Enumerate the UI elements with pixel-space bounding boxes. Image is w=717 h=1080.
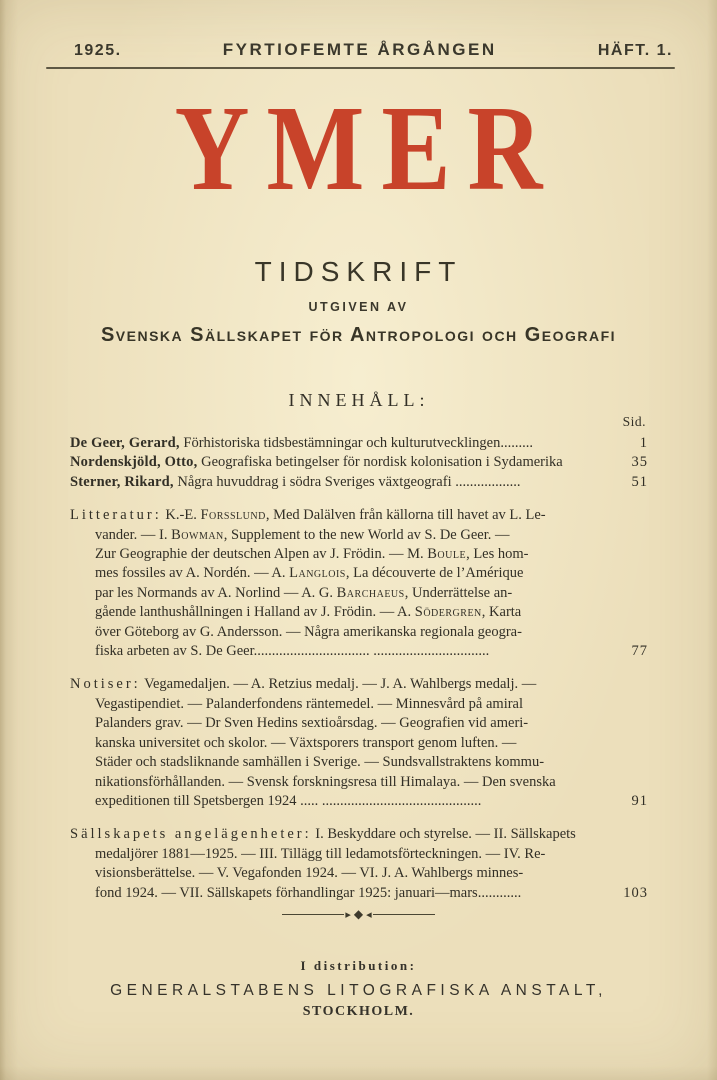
toc-line-text bbox=[70, 792, 602, 811]
toc-header bbox=[70, 390, 648, 434]
toc-line bbox=[70, 714, 648, 733]
toc-line-text bbox=[70, 545, 602, 564]
toc-line-text bbox=[70, 564, 602, 583]
toc-line bbox=[70, 792, 648, 811]
distribution-label: I distribution: bbox=[300, 958, 417, 973]
toc-line bbox=[70, 453, 648, 472]
toc-line bbox=[70, 623, 648, 642]
toc-line-text bbox=[70, 603, 602, 622]
toc-articles bbox=[70, 434, 648, 492]
masthead-year: 1925. bbox=[74, 42, 122, 59]
masthead-rule bbox=[46, 67, 675, 69]
toc-text: Förhistoriska tidsbestämningar och kulturutvecklingen......... bbox=[179, 435, 533, 451]
section-lead-word: Notiser: bbox=[70, 676, 141, 693]
toc-text: över Göteborg av G. Andersson. — Några amerikanska regionala geogra- bbox=[95, 623, 522, 640]
cited-author-name: Boule bbox=[427, 546, 467, 563]
toc-text: vander. — I. bbox=[95, 526, 172, 543]
toc-text: Geografiska betingelser för nordisk kolonisation i Sydamerika bbox=[197, 454, 563, 471]
toc-text: visionsberättelse. — V. Vegafonden 1924. — VI. J. A. Wahlbergs minnes- bbox=[95, 865, 524, 882]
toc-line-text bbox=[70, 753, 602, 772]
page-number: 77 bbox=[631, 643, 648, 660]
toc-text: expeditionen till Spetsbergen 1924 ..... ............................................ bbox=[95, 792, 482, 809]
journal-subtitle: TIDSKRIFT bbox=[254, 256, 463, 287]
toc-text: , Underrättelse an- bbox=[404, 584, 513, 601]
masthead-issue: HÄFT. 1. bbox=[597, 42, 673, 59]
toc-text: gående lanthushållningen i Halland av J. Frödin. — A. bbox=[95, 604, 415, 621]
page-column-label: Sid. bbox=[622, 414, 646, 429]
toc-line-text bbox=[70, 675, 602, 694]
author-name: Nordenskjöld, Otto, bbox=[70, 454, 198, 471]
toc-line-text bbox=[70, 695, 602, 714]
author-name: De Geer, Gerard, bbox=[70, 435, 180, 451]
toc-line bbox=[70, 603, 648, 622]
toc-text: mes fossiles av A. Nordén. — A. bbox=[95, 565, 290, 582]
printer-city: STOCKHOLM. bbox=[302, 1004, 415, 1019]
toc-text: , Les hom- bbox=[466, 546, 529, 563]
imprint bbox=[0, 958, 717, 1020]
toc-text: nikationsförhållanden. — Svensk forskningsresa till Himalaya. — Den svenska bbox=[95, 773, 556, 790]
toc-line-text bbox=[70, 864, 602, 883]
toc-line bbox=[70, 753, 648, 772]
toc-section-sallskapet bbox=[70, 825, 648, 903]
cited-author-name: Langlois bbox=[289, 565, 346, 582]
toc-text: , Supplement to the new World av S. De Geer. — bbox=[223, 526, 510, 543]
masthead-volume: FYRTIOFEMTE ÅRGÅNGEN bbox=[222, 40, 497, 59]
toc-text: medaljörer 1881—1925. — III. Tillägg till ledamotsförteckningen. — IV. Re- bbox=[95, 845, 546, 862]
cited-author-name: Barchaeus bbox=[336, 584, 405, 601]
toc-text: , La découverte de l’Amérique bbox=[345, 565, 524, 582]
author-name: Sterner, Rikard, bbox=[70, 473, 174, 490]
section-lead-word: Sällskapets angelägenheter: bbox=[70, 826, 312, 843]
society-name: Svenska Sällskapet för Antropologi och Geografi bbox=[100, 324, 617, 346]
toc-text: , Karta bbox=[481, 604, 522, 621]
toc-text: Vegastipendiet. — Palanderfondens räntemedel. — Minnesvård på amiral bbox=[95, 695, 524, 712]
toc-section-litteratur bbox=[70, 506, 648, 661]
toc-line-text bbox=[70, 773, 602, 792]
toc-line bbox=[70, 884, 648, 903]
toc-text: , Med Dalälven från källorna till havet av L. Le- bbox=[265, 507, 546, 524]
toc-line-text bbox=[70, 526, 602, 545]
toc-line bbox=[70, 675, 648, 694]
toc-line bbox=[70, 825, 648, 844]
cited-author-name: Forsslund bbox=[200, 507, 266, 524]
toc-line bbox=[70, 434, 648, 453]
toc-heading: INNEHÅLL: bbox=[288, 390, 430, 410]
toc-line bbox=[70, 545, 648, 564]
toc-line bbox=[70, 584, 648, 603]
divider-leaf-right-icon: ◂ bbox=[366, 907, 372, 921]
toc-text: Vegamedaljen. — A. Retzius medalj. — J. A. Wahlbergs medalj. — bbox=[140, 676, 537, 693]
masthead bbox=[46, 40, 673, 60]
page-number: 103 bbox=[623, 884, 648, 901]
toc-text: kanska universitet och skolor. — Växtsporers transport genom luften. — bbox=[95, 734, 517, 751]
toc-text: Städer och stadsliknande samhällen i Sverige. — Sundsvallstraktens kommu- bbox=[95, 754, 545, 771]
toc-text: fond 1924. — VII. Sällskapets förhandlingar 1925: januari—mars............ bbox=[95, 884, 522, 901]
toc-line-text bbox=[70, 434, 602, 453]
table-of-contents bbox=[70, 390, 648, 917]
toc-section-notiser bbox=[70, 675, 648, 811]
toc-text: Zur Geographie der deutschen Alpen av J. Frödin. — M. bbox=[95, 546, 428, 563]
section-lead-word: Litteratur: bbox=[70, 507, 162, 524]
toc-line bbox=[70, 473, 648, 492]
toc-line-text bbox=[70, 714, 602, 733]
divider-line-right bbox=[373, 914, 435, 915]
toc-line bbox=[70, 642, 648, 661]
toc-line-text bbox=[70, 734, 602, 753]
toc-line-text bbox=[70, 473, 602, 492]
toc-text: fiska arbeten av S. De Geer................................ ................................ bbox=[95, 643, 490, 660]
toc-line-text bbox=[70, 825, 602, 844]
cited-author-name: Södergren bbox=[414, 604, 482, 621]
toc-text: I. Beskyddare och styrelse. — II. Sällskapets bbox=[311, 826, 576, 843]
toc-line-text bbox=[70, 506, 602, 525]
journal-title: YMER bbox=[174, 81, 560, 216]
toc-line bbox=[70, 845, 648, 864]
page-number: 51 bbox=[631, 473, 648, 490]
divider bbox=[0, 908, 717, 920]
toc-line bbox=[70, 506, 648, 525]
toc-line-text bbox=[70, 884, 602, 903]
printer-name: GENERALSTABENS LITOGRAFISKA ANSTALT, bbox=[110, 982, 607, 999]
toc-text: par les Normands av A. Norlind — A. G. bbox=[95, 584, 337, 601]
toc-text: Palanders grav. — Dr Sven Hedins sextioårsdag. — Geografien vid ameri- bbox=[95, 715, 529, 732]
toc-line-text bbox=[70, 642, 602, 661]
toc-line-text bbox=[70, 453, 602, 472]
toc-line bbox=[70, 526, 648, 545]
divider-ornament-icon: ◆ bbox=[353, 907, 364, 921]
toc-line bbox=[70, 564, 648, 583]
page-number: 1 bbox=[639, 435, 648, 451]
divider-line-left bbox=[282, 914, 344, 915]
toc-line bbox=[70, 695, 648, 714]
divider-leaf-left-icon: ▸ bbox=[345, 907, 351, 921]
toc-text: Några huvuddrag i södra Sveriges växtgeografi .................. bbox=[173, 473, 521, 490]
toc-text: K.-E. bbox=[161, 507, 201, 524]
cited-author-name: Bowman bbox=[171, 526, 224, 543]
toc-line-text bbox=[70, 845, 602, 864]
published-by-label: UTGIVEN AV bbox=[308, 300, 409, 314]
toc-line-text bbox=[70, 584, 602, 603]
toc-line bbox=[70, 734, 648, 753]
page-number: 91 bbox=[631, 792, 648, 809]
toc-line bbox=[70, 864, 648, 883]
toc-line-text bbox=[70, 623, 602, 642]
toc-line bbox=[70, 773, 648, 792]
page-number: 35 bbox=[631, 454, 648, 471]
